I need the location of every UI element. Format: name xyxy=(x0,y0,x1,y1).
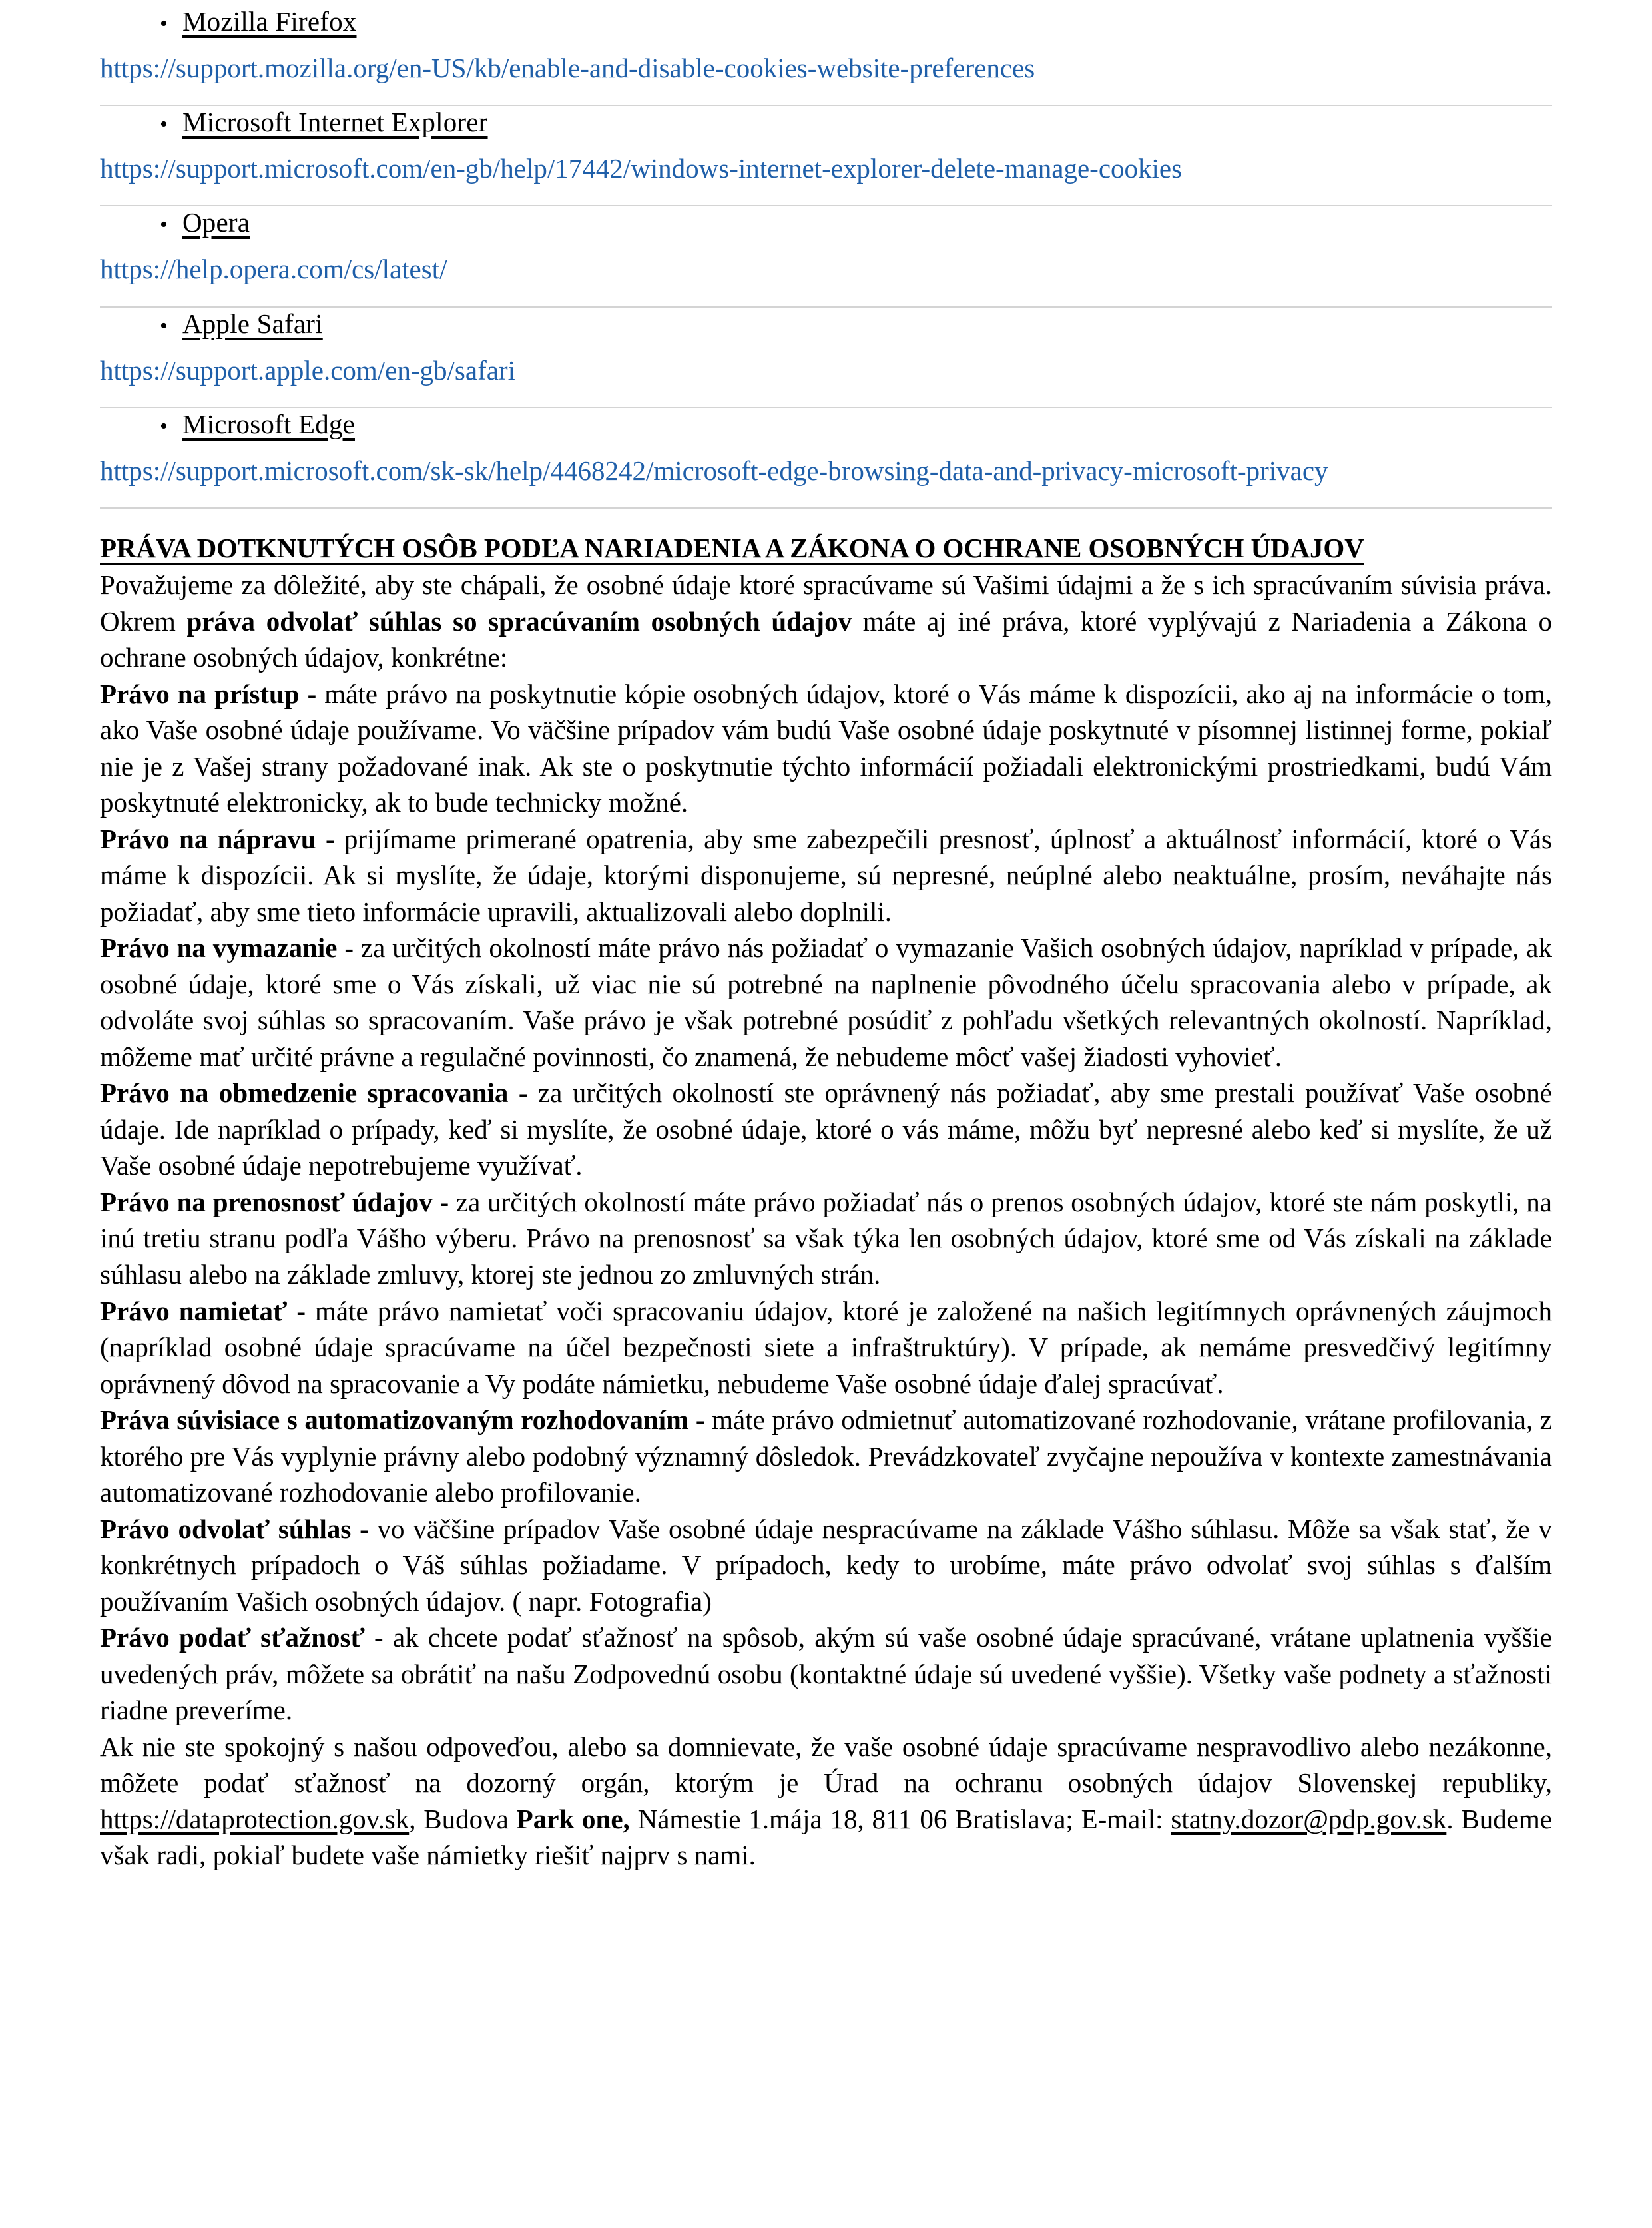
right-body: - za určitých okolností máte právo nás požiadať o vymazanie Vašich osobných údajov, napríklad v prípade, ak osobné údaje, ktoré sme o Vás získali, už viac nie sú potrebné na naplnenie pôvodného účelu spracovania alebo v prípade, ak odvoláte svoj súhlas so spracovaním. Vaše právo je však potrebné posúdiť z pohľadu všetkých relevantných okolností. Napríklad, môžeme mať určité právne a regulačné povinnosti, čo znamená, že nebudeme môcť vašej žiadosti vyhovieť. xyxy=(100,932,1552,1072)
right-item-withdraw-consent xyxy=(100,1511,1552,1620)
right-body: máte právo na poskytnutie kópie osobných údajov, ktoré o Vás máme k dispozícii, ako aj na informácie o tom, ako Vaše osobné údaje používame. Vo väčšine prípadov vám budú Vaše osobné údaje poskytnuté v písomnej listinnej forme, pokiaľ nie je z Vašej strany požadované inak. Ak ste o poskytnutie týchto informácií požiadali elektronickými prostriedkami, budú Vám poskytnuté elektronicky, ak to bude technicky možné. xyxy=(100,678,1553,818)
right-body: za určitých okolností ste oprávnený nás požiadať, aby sme prestali používať Vaše osobné údaje. Ide napríklad o prípady, keď si myslíte, že osobné údaje, ktoré o vás máme, môžu byť nepresné alebo keď si myslíte, že už Vaše osobné údaje nepotrebujeme využívať. xyxy=(100,1077,1553,1181)
right-term: Právo na vymazanie xyxy=(100,932,338,964)
authority-url-link[interactable]: https://dataprotection.gov.sk xyxy=(100,1803,410,1834)
bullet-icon: • xyxy=(160,11,168,36)
right-body: máte právo odmietnuť automatizované rozhodovanie, vrátane profilovania, z ktorého pre Vás vyplynie právny alebo podobný významný dôsledok. Prevádzkovateľ zvyčajne nepoužíva v kontexte zamestnávania automatizované rozhodovanie alebo profilovanie. xyxy=(100,1404,1552,1508)
intro-text-part-2: máte aj iné práva, ktoré vyplývajú z Nariadenia a Zákona o ochrane osobných údajov, konkrétne: xyxy=(100,605,1552,673)
bullet-icon: • xyxy=(160,112,168,137)
bullet-icon: • xyxy=(160,212,168,238)
right-term: Právo podať sťažnosť - xyxy=(100,1622,384,1653)
right-item-access xyxy=(100,676,1552,821)
browser-name-label: Apple Safari xyxy=(182,308,323,339)
right-item-automated-decision xyxy=(100,1402,1552,1511)
browser-name-label: Microsoft Internet Explorer xyxy=(182,107,488,138)
right-term: Právo odvolať súhlas - xyxy=(100,1513,369,1544)
intro-bold-phrase: práva odvolať súhlas so spracúvaním osobných údajov xyxy=(186,605,852,637)
right-item-erasure xyxy=(100,930,1552,1075)
closing-text-part-3: Námestie 1.mája 18, 811 06 Bratislava; E-mail: xyxy=(629,1803,1171,1834)
browser-url-link[interactable]: https://support.mozilla.org/en-US/kb/enable-and-disable-cookies-website-preferences xyxy=(100,53,1035,83)
right-term: Práva súvisiace s automatizovaným rozhodovaním - xyxy=(100,1404,705,1436)
right-item-object xyxy=(100,1293,1552,1402)
closing-text-part-1: Ak nie ste spokojný s našou odpoveďou, alebo sa domnievate, že vaše osobné údaje spracúvame nespravodlivo alebo nezákonne, môžete podať sťažnosť na dozorný orgán, ktorým je Úrad na ochranu osobných údajov Slovenskej republiky, xyxy=(100,1731,1552,1799)
authority-email-link[interactable]: statny.dozor@pdp.gov.sk xyxy=(1171,1803,1447,1834)
bullet-row xyxy=(100,106,1552,148)
right-item-portability xyxy=(100,1184,1552,1293)
closing-text-part-2: , Budova xyxy=(409,1803,517,1834)
browser-name-label: Opera xyxy=(182,207,250,238)
right-body: prijímame primerané opatrenia, aby sme zabezpečili presnosť, úplnosť a aktuálnosť informácií, ktoré o Vás máme k dispozícii. Ak si myslíte, že údaje, ktorými disponujeme, sú nepresné, neúplné alebo neaktuálne, prosím, neváhajte nás požiadať, aby sme tieto informácie upravili, aktualizovali alebo doplnili. xyxy=(100,823,1552,927)
rights-section xyxy=(100,509,1552,1874)
right-body: máte právo namietať voči spracovaniu údajov, ktoré je založené na našich legitímnych oprávnených záujmoch (napríklad osobné údaje spracúvame na účel bezpečnosti siete a infraštruktúry). V prípade, ak nemáme presvedčivý legitímny oprávnený dôvod na spracovanie a Vy podáte námietku, nebudeme Vaše osobné údaje ďalej spracúvať. xyxy=(100,1295,1552,1399)
browser-item-opera xyxy=(100,206,1552,307)
intro-paragraph xyxy=(100,567,1552,676)
right-body: ak chcete podať sťažnosť na spôsob, akým sú vaše osobné údaje spracúvané, vrátane uplatnenia vyššie uvedených práv, môžete sa obrátiť na našu Zodpovednú osobu (kontaktné údaje sú uvedené vyššie). Všetky vaše podnety a sťažnosti riadne preveríme. xyxy=(100,1622,1552,1726)
right-term: Právo namietať - xyxy=(100,1295,306,1326)
browser-url-link[interactable]: https://help.opera.com/cs/latest/ xyxy=(100,254,447,285)
closing-paragraph xyxy=(100,1729,1552,1874)
browser-item-edge xyxy=(100,408,1552,509)
browser-url-link[interactable]: https://support.apple.com/en-gb/safari xyxy=(100,354,515,386)
browser-url-link[interactable]: https://support.microsoft.com/en-gb/help/17442/windows-internet-explorer-delete-manage-cookies xyxy=(100,153,1183,184)
browser-item-internet-explorer xyxy=(100,106,1552,206)
right-body: za určitých okolností máte právo požiadať nás o prenos osobných údajov, ktoré ste nám poskytli, na inú tretiu stranu podľa Vášho výberu. Právo na prenosnosť sa však týka len osobných údajov, ktoré sme od Vás získali na základe súhlasu alebo na základe zmluvy, ktorej ste jednou zo zmluvných strán. xyxy=(100,1186,1552,1290)
browser-item-firefox xyxy=(100,5,1552,106)
intro-text-part-1: Považujeme za dôležité, aby ste chápali, že osobné údaje ktoré spracúvame sú Vašimi údajmi a že s ich spracúvaním súvisia práva. Okrem xyxy=(100,569,1552,637)
browser-links-list xyxy=(100,0,1552,509)
right-term: Právo na nápravu - xyxy=(100,823,335,854)
bullet-icon: • xyxy=(160,313,168,338)
browser-url-link[interactable]: https://support.microsoft.com/sk-sk/help/4468242/microsoft-edge-browsing-data-and-privacy-microsoft-privacy xyxy=(100,455,1328,486)
right-item-restriction xyxy=(100,1075,1552,1184)
bullet-row xyxy=(100,5,1552,48)
right-item-rectification xyxy=(100,821,1552,930)
bullet-icon: • xyxy=(160,414,168,439)
right-term: Právo na prenosnosť údajov - xyxy=(100,1186,449,1217)
right-term: Právo na obmedzenie spracovania - xyxy=(100,1077,528,1109)
right-term: Právo na prístup - xyxy=(100,678,317,709)
section-heading: PRÁVA DOTKNUTÝCH OSÔB PODĽA NARIADENIA A ZÁKONA O OCHRANE OSOBNÝCH ÚDAJOV xyxy=(100,532,1364,563)
right-body: vo väčšine prípadov Vaše osobné údaje nespracúvame na základe Vášho súhlasu. Môže sa však stať, že v konkrétnych prípadoch o Váš súhlas požiadame. V prípadoch, kedy to urobíme, máte právo odvolať svoj súhlas s ďalším používaním Vašich osobných údajov. ( napr. Fotografia) xyxy=(100,1513,1552,1617)
bullet-row xyxy=(100,206,1552,249)
bullet-row xyxy=(100,308,1552,350)
building-name-bold: Park one, xyxy=(516,1803,630,1834)
closing-text-part-4: . Budeme však radi, pokiaľ budete vaše námietky riešiť najprv s nami. xyxy=(100,1803,1553,1871)
browser-name-label: Mozilla Firefox xyxy=(182,6,357,37)
right-item-complaint xyxy=(100,1619,1552,1729)
browser-name-label: Microsoft Edge xyxy=(182,408,355,439)
bullet-row xyxy=(100,408,1552,451)
browser-item-safari xyxy=(100,308,1552,408)
